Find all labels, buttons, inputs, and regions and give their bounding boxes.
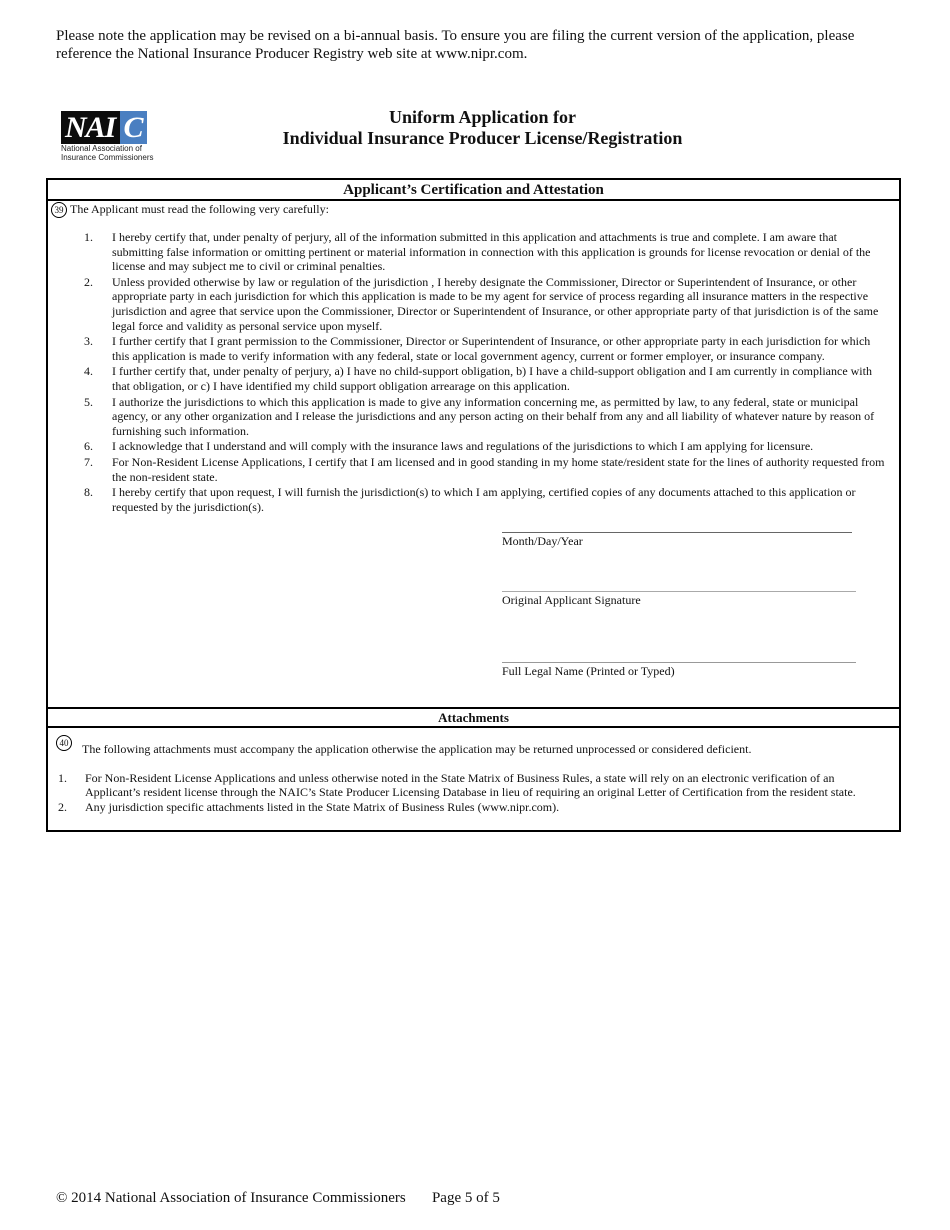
page-footer: [56, 1189, 500, 1207]
certification-item: [84, 364, 890, 393]
item-number: 1.: [58, 771, 67, 785]
certification-item: [84, 455, 890, 484]
question-number-badge: 39: [51, 202, 67, 218]
logo-subtitle: [61, 144, 156, 162]
item-text: I hereby certify that upon request, I will furnish the jurisdiction(s) to which I am applying, certified copies of any documents attached to this application or requested by the jurisdiction(s).: [112, 485, 856, 514]
attachment-item: [58, 771, 888, 800]
item-text: For Non-Resident License Applications, I certify that I am licensed and in good standing in my home state/resident state for the lines of authority requested from the non-resident state.: [112, 454, 885, 484]
question-number-badge: 40: [56, 735, 72, 751]
item-text: I further certify that, under penalty of perjury, a) I have no child-support obligation, b) I have a child-support obligation and I am currently in compliance with that obligation, or c) I have identified my child support obligation arrearage on this application.: [112, 364, 872, 393]
full-name-field-line[interactable]: [502, 662, 856, 663]
attachments-list: [58, 771, 888, 814]
attachment-item: [58, 800, 888, 814]
date-field-label: Month/Day/Year: [502, 534, 583, 548]
attachments-intro: The following attachments must accompany the application otherwise the application may be returned unprocessed or considered deficient.: [82, 742, 752, 756]
full-name-field-label: Full Legal Name (Printed or Typed): [502, 664, 675, 678]
item-number: 7.: [84, 454, 93, 469]
application-form: [46, 178, 901, 832]
item-number: 2.: [58, 799, 67, 814]
item-text: Any jurisdiction specific attachments listed in the State Matrix of Business Rules (www.nipr.com).: [85, 799, 560, 814]
item-number: 3.: [84, 334, 93, 349]
item-text: I further certify that I grant permission to the Commissioner, Director or Superintendent of Insurance, or other appropriate party in each jurisdiction for which this application is made to verify information with any federal, state or local government agency, current or former employer, or insurance company.: [112, 334, 871, 363]
form-title: [240, 107, 725, 149]
certification-intro: The Applicant must read the following very carefully:: [70, 202, 329, 216]
naic-logo-mark: [61, 111, 147, 144]
item-number: 1.: [84, 230, 93, 244]
certification-item: [84, 439, 890, 454]
item-text: I hereby certify that, under penalty of perjury, all of the information submitted in this application and attachments is true and complete. I am aware that submitting false information or omitting pertinent or material information in connection with this application is grounds for license revocation or denial of the license and may subject me to civil or criminal penalties.: [112, 230, 871, 274]
certification-item: [84, 395, 890, 439]
certification-list: [84, 230, 890, 515]
certification-item: [84, 230, 890, 274]
item-number: 2.: [84, 274, 93, 289]
divider: [48, 726, 899, 728]
naic-logo: [61, 111, 154, 165]
item-text: I acknowledge that I understand and will comply with the insurance laws and regulations of the jurisdictions to which I am applying for licensure.: [112, 439, 814, 454]
item-number: 8.: [84, 485, 93, 500]
logo-subtitle-line2: Insurance Commissioners: [61, 153, 154, 162]
form-title-line1: Uniform Application for: [389, 107, 576, 127]
certification-heading: Applicant’s Certification and Attestation: [343, 182, 604, 198]
footer-page-number: Page 5 of 5: [431, 1190, 500, 1206]
signature-field-line[interactable]: [502, 591, 856, 592]
logo-letters: NAI: [65, 111, 116, 144]
date-field-line[interactable]: [502, 532, 852, 533]
form-title-line2: Individual Insurance Producer License/Registration: [282, 128, 683, 148]
item-text: Unless provided otherwise by law or regulation of the jurisdiction , I hereby designate the Commissioner, Director or Superintendent of Insurance, or other appropriate party in each jurisdiction for which this application is made to be my agent for service of process regarding all insurance matters in the respective jurisdiction and agree that service upon the Commissioner, Director or Superintendent of Insurance, or other appropriate party of that jurisdiction is of the same legal force and validity as personal service upon myself.: [112, 274, 879, 333]
certification-item: [84, 334, 890, 363]
item-text: I authorize the jurisdictions to which this application is made to give any information concerning me, as permitted by law, to any federal, state or municipal agency, or any other organization and I release the jurisdictions and any person acting on their behalf from any and all liability of whatever nature by reason of furnishing such information.: [112, 394, 875, 438]
footer-copyright: © 2014 National Association of Insurance Commissioners: [56, 1190, 406, 1206]
attachments-heading: Attachments: [438, 710, 509, 725]
item-number: 5.: [84, 394, 93, 409]
item-number: 4.: [84, 364, 93, 379]
item-text: For Non-Resident License Applications and unless otherwise noted in the State Matrix of Business Rules, a state will rely on an electronic verification of an Applicant’s resident license through the NAIC’s State Producer Licensing Database in lieu of requiring an original Letter of Certification from the resident state.: [85, 771, 856, 800]
logo-letter-c: C: [120, 111, 147, 144]
revision-notice: Please note the application may be revised on a bi-annual basis. To ensure you are filing the current version of the application, please reference the National Insurance Producer Registry web site at www.nipr.com.: [56, 28, 855, 62]
divider: [48, 199, 899, 201]
item-number: 6.: [84, 439, 93, 454]
certification-item: [84, 275, 890, 333]
certification-item: [84, 485, 890, 514]
logo-subtitle-line1: National Association of: [61, 144, 142, 153]
signature-field-label: Original Applicant Signature: [502, 593, 641, 607]
